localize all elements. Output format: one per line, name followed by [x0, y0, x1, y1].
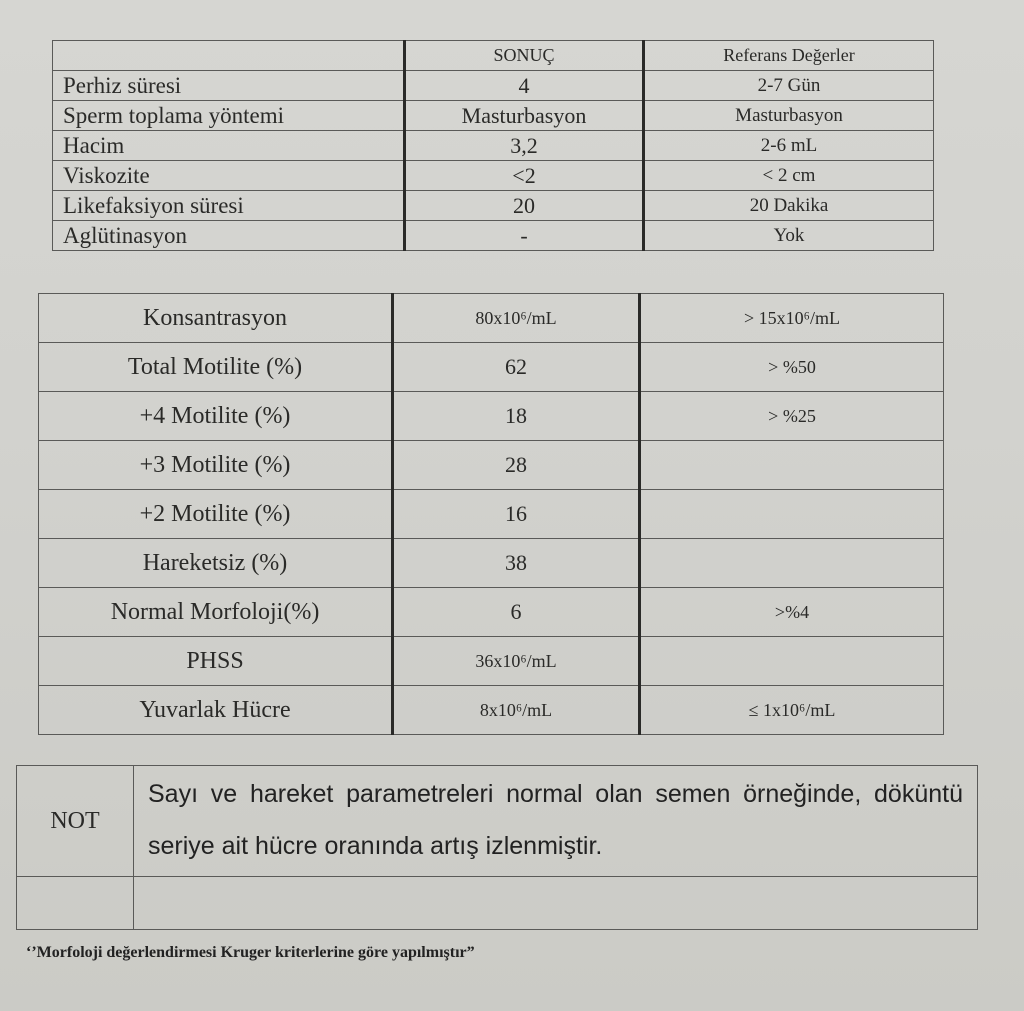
row-result: 18 [393, 392, 640, 441]
row-result: 8x10⁶/mL [393, 686, 640, 735]
table-row [39, 343, 944, 392]
table-row [53, 131, 934, 161]
row-reference: 20 Dakika [644, 191, 934, 221]
row-reference: Yok [644, 221, 934, 251]
empty-row [17, 877, 978, 930]
empty-cell [134, 877, 978, 930]
row-result: 36x10⁶/mL [393, 637, 640, 686]
table-row [39, 294, 944, 343]
row-reference [640, 539, 944, 588]
row-label: Likefaksiyon süresi [53, 191, 405, 221]
note-text: Sayı ve hareket parametreleri normal olan semen örneğinde, döküntü seriye ait hücre oranında artış izlenmiştir. [134, 766, 978, 877]
note-row [17, 766, 978, 877]
row-label: Perhiz süresi [53, 71, 405, 101]
header-result-cell: SONUÇ [405, 41, 644, 71]
sperm-analysis-table [38, 293, 944, 735]
footnote: ‘’Morfoloji değerlendirmesi Kruger kriterlerine göre yapılmıştır” [26, 944, 475, 961]
row-result: 20 [405, 191, 644, 221]
row-label: Viskozite [53, 161, 405, 191]
table-row [39, 441, 944, 490]
row-result: 38 [393, 539, 640, 588]
table-row [53, 101, 934, 131]
table-row [39, 588, 944, 637]
header-label-cell [53, 41, 405, 71]
row-reference: 2-6 mL [644, 131, 934, 161]
empty-cell [17, 877, 134, 930]
row-result: 3,2 [405, 131, 644, 161]
row-result: 62 [393, 343, 640, 392]
row-label: Total Motilite (%) [39, 343, 393, 392]
semen-basic-parameters-table [52, 40, 934, 251]
table-header-row [53, 41, 934, 71]
table-row [39, 539, 944, 588]
row-reference: 2-7 Gün [644, 71, 934, 101]
row-reference: >%4 [640, 588, 944, 637]
table-row [39, 686, 944, 735]
table-row [53, 191, 934, 221]
row-reference: > %50 [640, 343, 944, 392]
row-result: 16 [393, 490, 640, 539]
row-label: +4 Motilite (%) [39, 392, 393, 441]
row-result: 80x10⁶/mL [393, 294, 640, 343]
table-row [39, 392, 944, 441]
note-table [16, 765, 978, 930]
row-reference [640, 490, 944, 539]
row-reference: > %25 [640, 392, 944, 441]
table-row [53, 161, 934, 191]
row-result: 6 [393, 588, 640, 637]
row-reference [640, 637, 944, 686]
row-reference: ≤ 1x10⁶/mL [640, 686, 944, 735]
row-reference: < 2 cm [644, 161, 934, 191]
row-result: 4 [405, 71, 644, 101]
row-result: - [405, 221, 644, 251]
row-reference: > 15x10⁶/mL [640, 294, 944, 343]
row-label: PHSS [39, 637, 393, 686]
row-result: Masturbasyon [405, 101, 644, 131]
table-row [53, 71, 934, 101]
table-row [39, 490, 944, 539]
table-row [53, 221, 934, 251]
row-reference [640, 441, 944, 490]
row-result: <2 [405, 161, 644, 191]
note-label: NOT [17, 766, 134, 877]
row-label: +3 Motilite (%) [39, 441, 393, 490]
row-label: Sperm toplama yöntemi [53, 101, 405, 131]
row-label: Konsantrasyon [39, 294, 393, 343]
header-reference-cell: Referans Değerler [644, 41, 934, 71]
row-result: 28 [393, 441, 640, 490]
row-label: Yuvarlak Hücre [39, 686, 393, 735]
table-row [39, 637, 944, 686]
row-label: Normal Morfoloji(%) [39, 588, 393, 637]
row-label: Aglütinasyon [53, 221, 405, 251]
row-label: Hacim [53, 131, 405, 161]
row-label: Hareketsiz (%) [39, 539, 393, 588]
row-reference: Masturbasyon [644, 101, 934, 131]
row-label: +2 Motilite (%) [39, 490, 393, 539]
